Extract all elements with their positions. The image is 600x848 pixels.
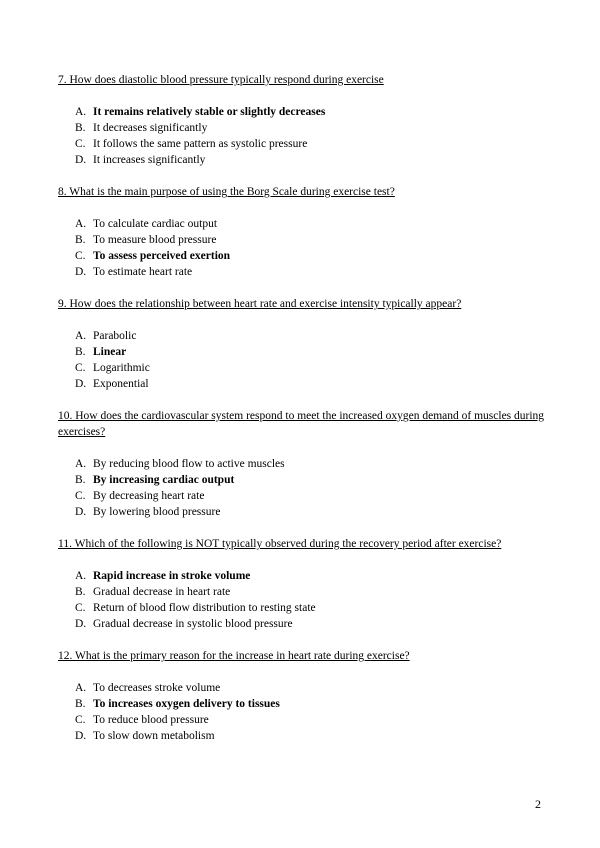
option-text: It follows the same pattern as systolic pressure	[93, 138, 308, 150]
option-text: Linear	[93, 346, 127, 358]
option-text: To estimate heart rate	[93, 266, 193, 278]
question-10	[58, 408, 548, 520]
option-text: It decreases significantly	[93, 122, 208, 134]
question-7-option-d	[75, 152, 565, 168]
question-8-prompt: 8. What is the main purpose of using the Borg Scale during exercise test?	[58, 186, 395, 198]
option-text: Exponential	[93, 378, 149, 390]
option-letter: B.	[75, 234, 86, 246]
question-7-option-a	[75, 104, 565, 120]
question-10-options	[75, 456, 565, 520]
page-number: 2	[535, 797, 541, 811]
option-letter: B.	[75, 586, 86, 598]
question-8-option-d	[75, 264, 565, 280]
option-text: To slow down metabolism	[93, 730, 215, 742]
question-10-option-b	[75, 472, 565, 488]
option-letter: D.	[75, 730, 87, 742]
option-text: Parabolic	[93, 330, 137, 342]
option-text: Rapid increase in stroke volume	[93, 570, 251, 582]
option-letter: A.	[75, 218, 87, 230]
option-text: Return of blood flow distribution to resting state	[93, 602, 316, 614]
question-11-option-a	[75, 568, 565, 584]
question-8-options	[75, 216, 565, 280]
question-10-option-c	[75, 488, 565, 504]
question-8-option-a	[75, 216, 565, 232]
question-11-option-d	[75, 616, 565, 632]
question-7-option-c	[75, 136, 565, 152]
option-letter: A.	[75, 570, 87, 582]
option-text: Logarithmic	[93, 362, 150, 374]
question-8-option-b	[75, 232, 565, 248]
question-7-prompt: 7. How does diastolic blood pressure typically respond during exercise	[58, 74, 384, 86]
question-10-option-d	[75, 504, 565, 520]
option-text: To calculate cardiac output	[93, 218, 218, 230]
question-10-prompt: 10. How does the cardiovascular system respond to meet the increased oxygen demand of muscles during exercises?	[58, 410, 545, 438]
question-9-option-d	[75, 376, 565, 392]
question-12-option-a	[75, 680, 565, 696]
option-letter: B.	[75, 698, 86, 710]
question-11-prompt: 11. Which of the following is NOT typically observed during the recovery period after exercise?	[58, 538, 502, 550]
question-9-prompt: 9. How does the relationship between heart rate and exercise intensity typically appear?	[58, 298, 462, 310]
question-7-option-b	[75, 120, 565, 136]
question-11-options	[75, 568, 565, 632]
option-letter: D.	[75, 506, 87, 518]
option-letter: A.	[75, 330, 87, 342]
option-text: By lowering blood pressure	[93, 506, 221, 518]
question-9-options	[75, 328, 565, 392]
option-text: To increases oxygen delivery to tissues	[93, 698, 280, 710]
option-letter: C.	[75, 490, 86, 502]
option-text: To measure blood pressure	[93, 234, 217, 246]
question-9-option-a	[75, 328, 565, 344]
question-12-option-c	[75, 712, 565, 728]
option-text: To decreases stroke volume	[93, 682, 221, 694]
option-letter: B.	[75, 122, 86, 134]
question-12-option-d	[75, 728, 565, 744]
option-letter: B.	[75, 474, 86, 486]
option-letter: C.	[75, 250, 86, 262]
question-12-options	[75, 680, 565, 744]
question-11-option-c	[75, 600, 565, 616]
question-9	[58, 296, 548, 392]
option-letter: D.	[75, 154, 87, 166]
question-12-prompt: 12. What is the primary reason for the increase in heart rate during exercise?	[58, 650, 410, 662]
option-letter: A.	[75, 106, 87, 118]
option-letter: C.	[75, 714, 86, 726]
option-letter: D.	[75, 378, 87, 390]
option-letter: C.	[75, 602, 86, 614]
question-11	[58, 536, 548, 632]
question-11-option-b	[75, 584, 565, 600]
question-12	[58, 648, 548, 744]
option-letter: A.	[75, 682, 87, 694]
option-text: To reduce blood pressure	[93, 714, 209, 726]
option-letter: C.	[75, 138, 86, 150]
question-9-option-b	[75, 344, 565, 360]
option-letter: C.	[75, 362, 86, 374]
question-9-option-c	[75, 360, 565, 376]
option-text: To assess perceived exertion	[93, 250, 231, 262]
option-letter: D.	[75, 266, 87, 278]
question-10-option-a	[75, 456, 565, 472]
option-text: Gradual decrease in systolic blood pressure	[93, 618, 293, 630]
option-letter: D.	[75, 618, 87, 630]
option-text: It increases significantly	[93, 154, 206, 166]
option-letter: A.	[75, 458, 87, 470]
question-7-options	[75, 104, 565, 168]
option-text: By reducing blood flow to active muscles	[93, 458, 285, 470]
option-text: By decreasing heart rate	[93, 490, 205, 502]
option-text: Gradual decrease in heart rate	[93, 586, 231, 598]
option-text: It remains relatively stable or slightly decreases	[93, 106, 326, 118]
option-letter: B.	[75, 346, 86, 358]
question-8	[58, 184, 548, 280]
option-text: By increasing cardiac output	[93, 474, 235, 486]
question-7	[58, 72, 548, 168]
question-8-option-c	[75, 248, 565, 264]
question-12-option-b	[75, 696, 565, 712]
